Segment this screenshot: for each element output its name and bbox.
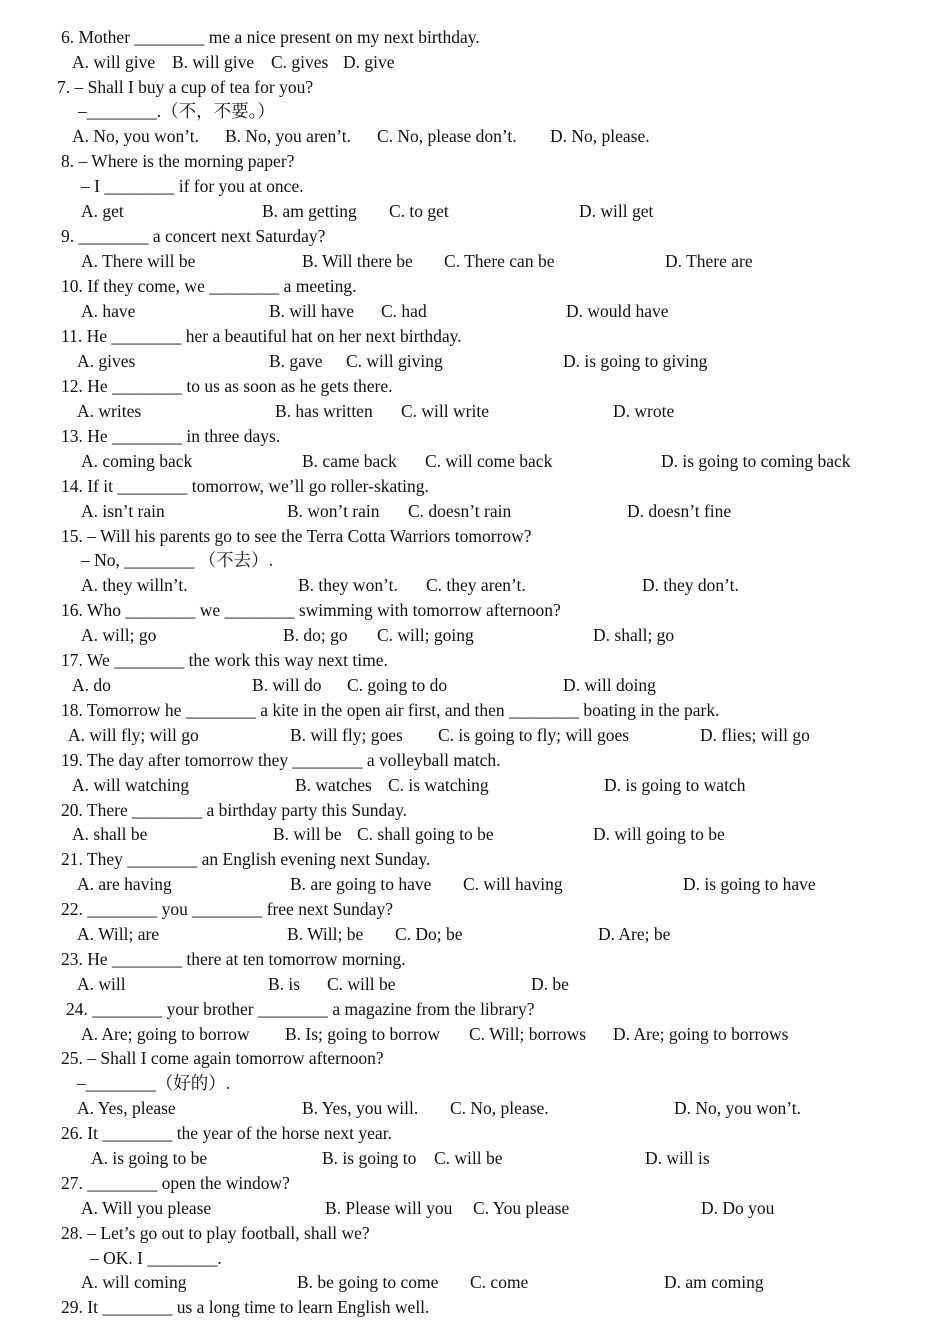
option-d: D. would have [566, 301, 669, 321]
option-b: B. will have [269, 301, 355, 321]
option-a: A. will watching [72, 775, 190, 795]
option-a: A. There will be [81, 251, 196, 271]
option-a: A. get [81, 201, 124, 221]
question-stem: 21. They ________ an English evening next Sunday. [61, 849, 431, 869]
option-c: C. will be [434, 1148, 503, 1168]
question-response-line: – No, ________ （不去）. [81, 550, 274, 570]
option-c: C. is watching [388, 775, 489, 795]
option-d: D. is going to giving [563, 351, 708, 371]
option-d: D. doesn’t fine [627, 501, 732, 521]
option-a: A. will; go [81, 625, 157, 645]
option-b: B. am getting [262, 201, 357, 221]
option-a: A. No, you won’t. [72, 126, 200, 146]
option-a: A. shall be [72, 824, 148, 844]
option-b: B. came back [302, 451, 397, 471]
option-d: D. wrote [613, 401, 675, 421]
option-c: C. will be [327, 974, 396, 994]
option-c: C. is going to fly; will goes [438, 725, 630, 745]
option-b: B. Please will you [325, 1198, 453, 1218]
option-a: A. isn’t rain [81, 501, 165, 521]
option-c: C. shall going to be [357, 824, 494, 844]
option-a: A. writes [77, 401, 142, 421]
question-stem: 25. – Shall I come again tomorrow afternoon? [61, 1048, 384, 1068]
option-a: A. Are; going to borrow [81, 1024, 250, 1044]
option-d: D. There are [665, 251, 753, 271]
question-stem: 29. It ________ us a long time to learn English well. [61, 1297, 430, 1317]
option-d: D. will is [645, 1148, 710, 1168]
option-b: B. gave [269, 351, 323, 371]
option-c: C. No, please don’t. [377, 126, 517, 146]
option-b: B. be going to come [297, 1272, 439, 1292]
option-a: A. gives [77, 351, 136, 371]
option-b: B. watches [295, 775, 372, 795]
option-b: B. won’t rain [287, 501, 380, 521]
question-stem: 15. – Will his parents go to see the Terra Cotta Warriors tomorrow? [61, 526, 532, 546]
option-a: A. Will you please [81, 1198, 212, 1218]
option-b: B. is going to [322, 1148, 417, 1168]
question-stem: 20. There ________ a birthday party this Sunday. [61, 800, 408, 820]
question-stem: 14. If it ________ tomorrow, we’ll go roller-skating. [61, 476, 429, 496]
option-d: D. Are; be [598, 924, 671, 944]
option-b: B. are going to have [290, 874, 432, 894]
question-stem: 19. The day after tomorrow they ________ a volleyball match. [61, 750, 501, 770]
question-stem: 17. We ________ the work this way next time. [61, 650, 388, 670]
option-b: B. Is; going to borrow [285, 1024, 441, 1044]
option-b: B. will give [172, 52, 255, 72]
option-c: C. Do; be [395, 924, 463, 944]
option-c: C. will come back [425, 451, 553, 471]
option-d: D. they don’t. [642, 575, 739, 595]
option-c: C. had [381, 301, 427, 321]
option-b: B. Will there be [302, 251, 413, 271]
option-d: D. am coming [664, 1272, 764, 1292]
question-stem: 13. He ________ in three days. [61, 426, 281, 446]
option-a: A. have [81, 301, 136, 321]
option-a: A. is going to be [91, 1148, 208, 1168]
option-c: C. will having [463, 874, 563, 894]
option-d: D. will get [579, 201, 654, 221]
option-c: C. going to do [347, 675, 448, 695]
option-a: A. do [72, 675, 111, 695]
option-c: C. come [470, 1272, 529, 1292]
option-b: B. will be [273, 824, 342, 844]
question-stem: 24. ________ your brother ________ a magazine from the library? [66, 999, 535, 1019]
option-d: D. flies; will go [700, 725, 810, 745]
question-response-line: – OK. I ________. [90, 1248, 222, 1268]
option-d: D. is going to have [683, 874, 816, 894]
option-c: C. doesn’t rain [408, 501, 512, 521]
option-c: C. will write [401, 401, 489, 421]
option-a: A. will [77, 974, 126, 994]
question-stem: 27. ________ open the window? [61, 1173, 290, 1193]
question-stem: 22. ________ you ________ free next Sunday? [61, 899, 393, 919]
option-d: D. give [343, 52, 395, 72]
option-c: C. Will; borrows [469, 1024, 587, 1044]
question-stem: 16. Who ________ we ________ swimming with tomorrow afternoon? [61, 600, 561, 620]
option-d: D. is going to watch [604, 775, 746, 795]
question-stem: 8. – Where is the morning paper? [61, 151, 295, 171]
option-d: D. shall; go [593, 625, 675, 645]
option-b: B. No, you aren’t. [225, 126, 352, 146]
option-b: B. is [268, 974, 301, 994]
option-d: D. No, please. [550, 126, 650, 146]
option-b: B. they won’t. [298, 575, 398, 595]
option-a: A. are having [77, 874, 172, 894]
question-stem: 12. He ________ to us as soon as he gets there. [61, 376, 393, 396]
question-stem: 9. ________ a concert next Saturday? [61, 226, 326, 246]
option-a: A. coming back [81, 451, 193, 471]
option-d: D. be [531, 974, 569, 994]
option-c: C. No, please. [450, 1098, 549, 1118]
question-response-line: – I ________ if for you at once. [81, 176, 304, 196]
option-d: D. is going to coming back [661, 451, 851, 471]
question-stem: 10. If they come, we ________ a meeting. [61, 276, 357, 296]
question-stem: 11. He ________ her a beautiful hat on her next birthday. [61, 326, 462, 346]
option-c: C. will; going [377, 625, 474, 645]
option-a: A. they willn’t. [81, 575, 188, 595]
option-c: C. to get [389, 201, 449, 221]
option-a: A. Yes, please [77, 1098, 176, 1118]
option-c: C. they aren’t. [426, 575, 526, 595]
option-a: A. will give [72, 52, 156, 72]
question-stem: 28. – Let’s go out to play football, shall we? [61, 1223, 370, 1243]
question-stem: 7. – Shall I buy a cup of tea for you? [57, 77, 314, 97]
option-c: C. will giving [346, 351, 443, 371]
question-stem: 26. It ________ the year of the horse next year. [61, 1123, 392, 1143]
option-b: B. will fly; goes [290, 725, 403, 745]
question-response-line: –________.（不，不要。） [78, 101, 275, 121]
question-stem: 18. Tomorrow he ________ a kite in the open air first, and then ________ boating in the park. [61, 700, 720, 720]
option-d: D. will going to be [593, 824, 725, 844]
option-c: C. You please [473, 1198, 570, 1218]
option-d: D. Are; going to borrows [613, 1024, 789, 1044]
option-a: A. will coming [81, 1272, 187, 1292]
question-stem: 23. He ________ there at ten tomorrow morning. [61, 949, 406, 969]
option-b: B. do; go [283, 625, 348, 645]
option-b: B. Yes, you will. [302, 1098, 419, 1118]
option-c: C. gives [271, 52, 329, 72]
option-a: A. Will; are [77, 924, 160, 944]
option-b: B. has written [275, 401, 373, 421]
option-d: D. No, you won’t. [674, 1098, 802, 1118]
option-d: D. Do you [701, 1198, 775, 1218]
option-a: A. will fly; will go [68, 725, 199, 745]
option-c: C. There can be [444, 251, 555, 271]
question-stem: 6. Mother ________ me a nice present on my next birthday. [61, 27, 480, 47]
question-response-line: –________（好的）. [77, 1073, 231, 1093]
option-b: B. Will; be [287, 924, 364, 944]
option-d: D. will doing [563, 675, 656, 695]
option-b: B. will do [252, 675, 322, 695]
